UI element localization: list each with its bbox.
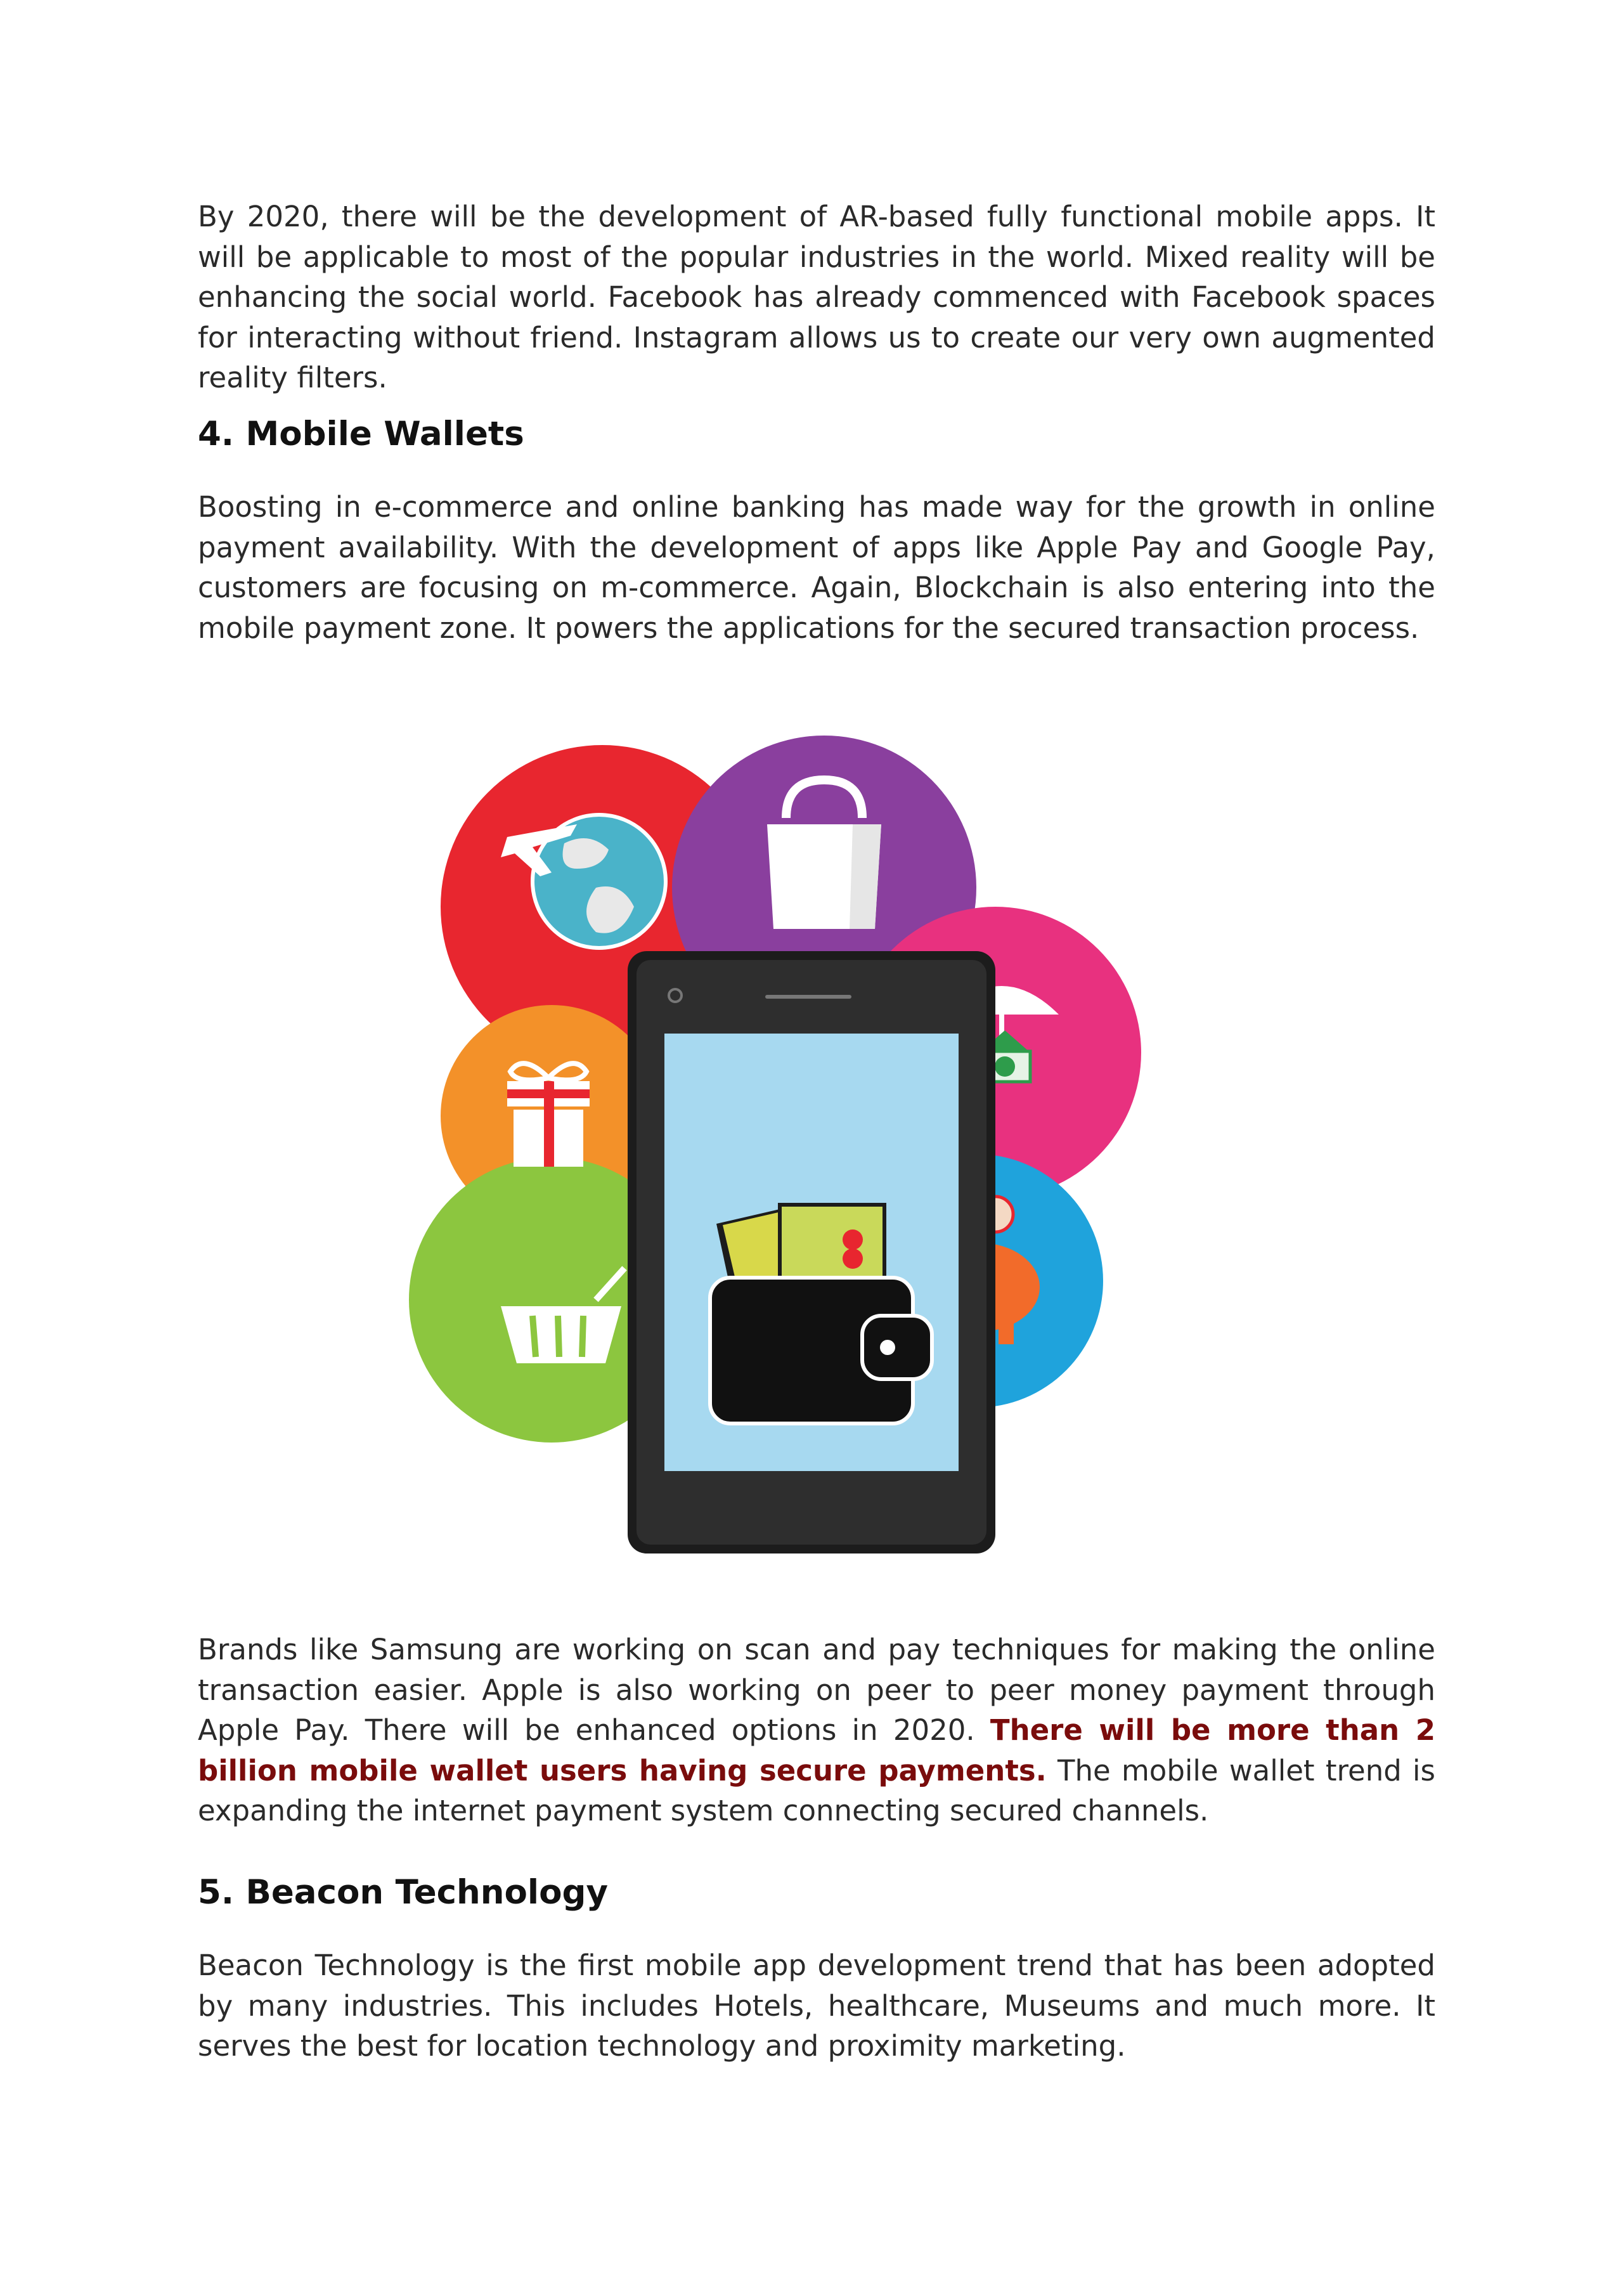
beacon-technology-paragraph: Beacon Technology is the first mobile app development trend that has been adopted by many industries. This includes Hotels, healthcare, Museums and much more. It serves the best for location technology and proximity marketing. <box>198 1949 1435 2063</box>
mobile-wallets-paragraph-2 <box>198 1630 1435 1831</box>
mobile-wallet-illustration <box>406 697 1230 1573</box>
intro-paragraph: By 2020, there will be the development of AR-based fully functional mobile apps. It will be applicable to most of the popular industries in the world. Mixed reality will be enhancing the social world. Facebook has already commenced with Facebook spaces for interacting without friend. Instagram allows us to create our very own augmented reality filters. <box>198 200 1435 394</box>
highlight-statistic: There will be more than 2 billion mobile wallet users having secure payments. <box>198 1713 1436 1787</box>
section-heading-mobile-wallets: 4. Mobile Wallets <box>198 415 524 453</box>
paragraph-text-end: The mobile wallet trend is expanding the internet payment system connecting secured channels. <box>198 1753 1435 1827</box>
paragraph-text-start: Brands like Samsung are working on scan and pay techniques for making the online transaction easier. Apple is also working on peer to peer money payment through Apple Pay. There will be enhanced options in 2020. <box>198 1633 1435 1747</box>
mobile-wallets-paragraph: Boosting in e-commerce and online banking has made way for the growth in online payment availability. With the development of apps like Apple Pay and Google Pay, customers are focusing on m-commerce. Again, Blockchain is also entering into the mobile payment zone. It powers the applications for the secured transaction process. <box>198 490 1435 645</box>
section-heading-beacon-technology: 5. Beacon Technology <box>198 1873 608 1912</box>
gift-icon <box>507 1063 590 1167</box>
